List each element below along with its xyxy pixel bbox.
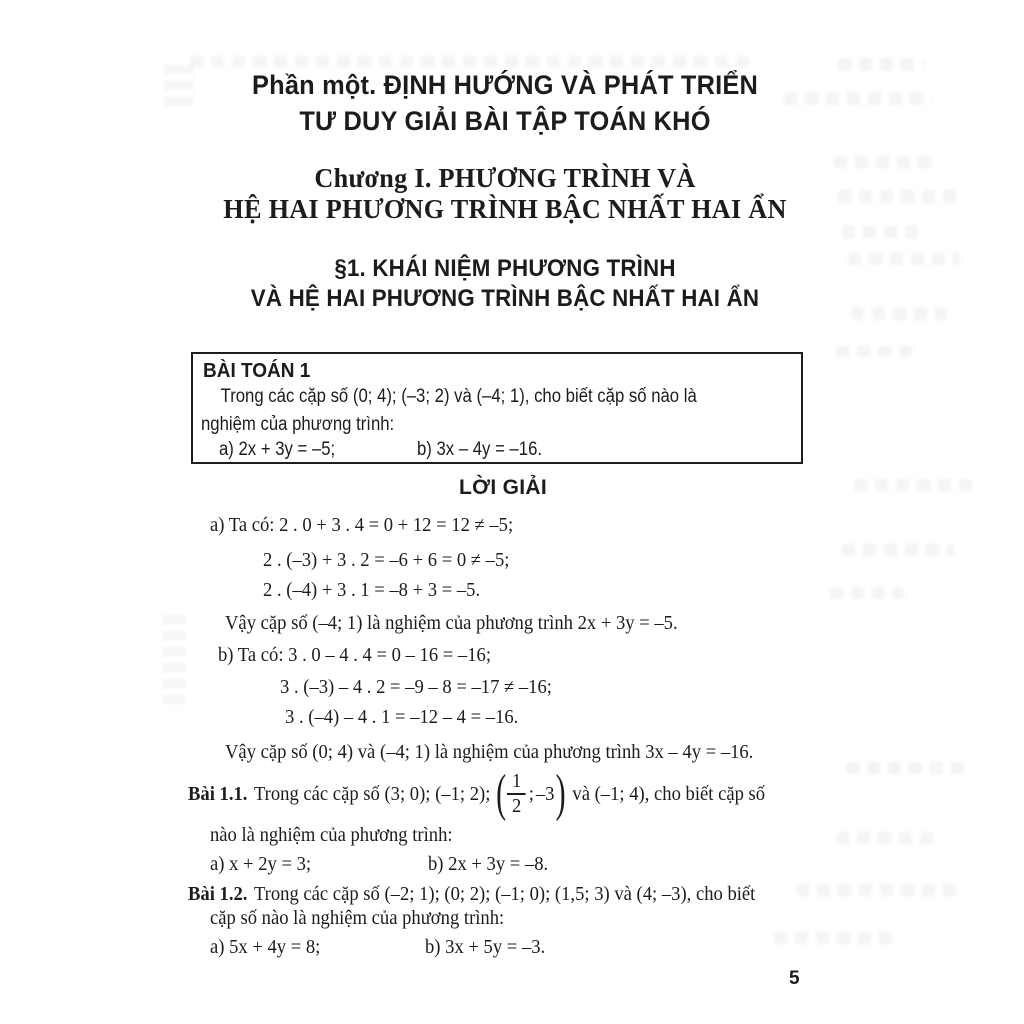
bleed-artifact [796,884,960,896]
exercise-1-1-item-b: b) 2x + 3y = –8. [428,853,549,875]
problem-statement-line2: nghiệm của phương trình: [201,414,395,435]
solution-heading: LỜI GIẢI [459,476,547,499]
fraction-denominator: 2 [512,795,522,817]
bleed-artifact [836,346,918,357]
solution-line-b1: b) Ta có: 3 . 0 – 4 . 4 = 0 – 16 = –16; [218,644,491,666]
fraction-numerator: 1 [507,771,526,795]
chapter-title-line2: HỆ HAI PHƯƠNG TRÌNH BẬC NHẤT HAI ẨN [223,194,787,224]
bleed-artifact [842,544,954,556]
section-title-line2: VÀ HỆ HAI PHƯƠNG TRÌNH BẬC NHẤT HAI ẨN [250,285,760,312]
bleed-artifact [190,56,750,67]
exercise-1-1-line1 [188,765,765,823]
exercise-1-1-label: Bài 1.1. [188,782,248,805]
fraction-one-half [507,771,526,817]
exercise-1-2-text: Trong các cặp số (–2; 1); (0; 2); (–1; 0); (1,5; 3) và (4; –3), cho biết [253,883,756,905]
exercise-1-2-line2: cặp số nào là nghiệm của phương trình: [210,907,505,929]
bleed-artifact [162,612,186,704]
bleed-artifact [774,932,900,944]
solution-line-b3: 3 . (–4) – 4 . 1 = –12 – 4 = –16. [285,706,519,728]
exercise-1-2-item-b: b) 3x + 5y = –3. [425,936,546,958]
part-title-line1: Phần một. ĐỊNH HƯỚNG VÀ PHÁT TRIỂN [252,70,758,100]
problem-box [191,352,803,464]
bleed-artifact [846,762,968,774]
solution-line-b2: 3 . (–3) – 4 . 2 = –9 – 8 = –17 ≠ –16; [280,676,552,698]
solution-conclusion-b: Vậy cặp số (0; 4) và (–4; 1) là nghiệm của phương trình 3x – 4y = –16. [225,741,754,763]
exercise-1-2-line1 [188,881,755,907]
bleed-artifact [830,587,904,599]
exercise-1-1-item-a: a) x + 2y = 3; [210,853,312,875]
problem-statement-line1: Trong các cặp số (0; 4); (–3; 2) và (–4; 1), cho biết cặp số nào là [220,386,697,407]
exercise-1-2-label: Bài 1.2. [188,883,248,905]
open-paren: ( [496,765,507,822]
chapter-title-line1: Chương I. PHƯƠNG TRÌNH VÀ [314,163,696,193]
close-paren: ) [555,765,566,822]
exercise-1-1-text-after: và (–1; 4), cho biết cặp số [572,782,766,805]
fraction-second-coordinate: –3 [535,782,555,805]
part-title-line2: TƯ DUY GIẢI BÀI TẬP TOÁN KHÓ [299,106,711,136]
problem-box-title: BÀI TOÁN 1 [203,360,311,382]
solution-line-a1: a) Ta có: 2 . 0 + 3 . 4 = 0 + 12 = 12 ≠ –5; [210,514,514,536]
section-title-line1: §1. KHÁI NIỆM PHƯƠNG TRÌNH [334,255,676,282]
page-number: 5 [789,968,800,989]
solution-line-a2: 2 . (–3) + 3 . 2 = –6 + 6 = 0 ≠ –5; [263,549,510,571]
fraction-separator: ; [528,782,534,805]
problem-item-b: b) 3x – 4y = –16. [417,439,543,460]
problem-item-a: a) 2x + 3y = –5; [219,439,336,460]
bleed-artifact [842,226,918,238]
exercise-1-1-text-before: Trong các cặp số (3; 0); (–1; 2); [253,782,491,805]
exercise-1-1-line2: nào là nghiệm của phương trình: [210,824,453,846]
exercise-1-2-item-a: a) 5x + 4y = 8; [210,936,321,958]
solution-line-a3: 2 . (–4) + 3 . 1 = –8 + 3 = –5. [263,579,481,601]
bleed-artifact [836,832,938,844]
solution-conclusion-a: Vậy cặp số (–4; 1) là nghiệm của phương trình 2x + 3y = –5. [225,612,678,634]
